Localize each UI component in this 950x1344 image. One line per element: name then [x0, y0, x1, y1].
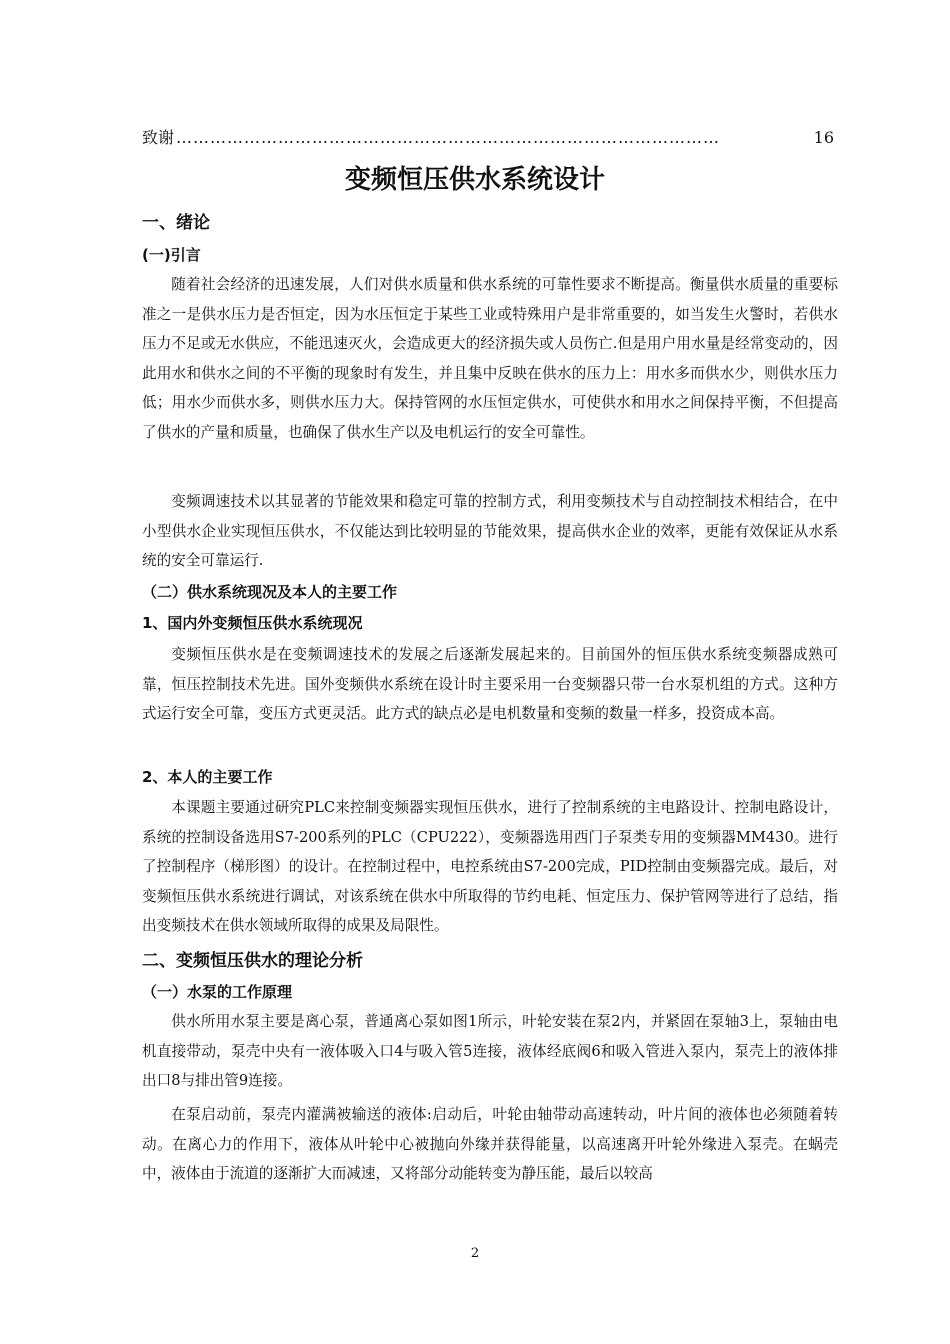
section-heading-theory: 二、变频恒压供水的理论分析: [142, 951, 363, 971]
toc-page-number: 16: [813, 128, 834, 147]
paragraph-1: 随着社会经济的迅速发展，人们对供水质量和供水系统的可靠性要求不断提高。衡量供水质量的重要标准之一是供水压力是否恒定，因为水压恒定于某些工业或特殊用户是非常重要的，如当发生火警时，若供水压力不足或无水供应，不能迅速灭火，会造成更大的经济损失或人员伤亡.但是用户用水量是经常变动的，因此用水和供水之间的不平衡的现象时有发生，并且集中反映在供水的压力上：用水多而供水少，则供水压力低；用水少而供水多，则供水压力大。保持管网的水压恒定供水，可使供水和用水之间保持平衡，不但提高了供水的产量和质量，也确保了供水生产以及电机运行的安全可靠性。: [142, 276, 838, 441]
subsection-heading-pump-principle: （一）水泵的工作原理: [142, 983, 293, 1001]
toc-entry: [142, 125, 834, 151]
paragraph-3: 变频恒压供水是在变频调速技术的发展之后逐渐发展起来的。目前国外的恒压供水系统变频器成熟可靠，恒压控制技术先进。国外变频供水系统在设计时主要采用一台变频器只带一台水泵机组的方式。这种方式运行安全可靠，变压方式更灵活。此方式的缺点必是电机数量和变频的数量一样多，投资成本高。: [142, 646, 838, 722]
section-heading-intro: 一、绪论: [142, 213, 210, 233]
subsubsection-heading-my-work: 2、本人的主要工作: [142, 768, 273, 786]
paragraph-6: 在泵启动前，泵壳内灌满被输送的液体:启动后，叶轮由轴带动高速转动，叶片间的液体也必须随着转动。在离心力的作用下，液体从叶轮中心被抛向外缘并获得能量，以高速离开叶轮外缘进入泵壳。在蜗壳中，液体由于流道的逐渐扩大而减速，又将部分动能转变为静压能，最后以较高: [142, 1106, 838, 1182]
subsubsection-heading-domestic-foreign: 1、国内外变频恒压供水系统现况: [142, 614, 363, 632]
page-number: 2: [470, 1246, 480, 1261]
toc-leader: ……………………………………………………………………………………: [176, 128, 720, 147]
paragraph-2: 变频调速技术以其显著的节能效果和稳定可靠的控制方式，利用变频技术与自动控制技术相结合，在中小型供水企业实现恒压供水，不仅能达到比较明显的节能效果，提高供水企业的效率，更能有效保证从水系统的安全可靠运行.: [142, 493, 838, 569]
paragraph-4: 本课题主要通过研究PLC来控制变频器实现恒压供水，进行了控制系统的主电路设计、控制电路设计，系统的控制设备选用S7-200系列的PLC（CPU222），变频器选用西门子泵类专用的变频器MM430。进行了控制程序（梯形图）的设计。在控制过程中，电控系统由S7-200完成，PID控制由变频器完成。最后，对变频恒压供水系统进行调试，对该系统在供水中所取得的节约电耗、恒定压力、保护管网等进行了总结，指出变频技术在供水领域所取得的成果及局限性。: [142, 799, 838, 934]
toc-label: 致谢: [142, 128, 175, 147]
subsection-heading-status: （二）供水系统现况及本人的主要工作: [142, 583, 398, 601]
subsection-heading-preface: (一)引言: [142, 246, 201, 264]
document-title: 变频恒压供水系统设计: [344, 165, 605, 195]
paragraph-5: 供水所用水泵主要是离心泵，普通离心泵如图1所示，叶轮安装在泵2内，并紧固在泵轴3上，泵轴由电机直接带动，泵壳中央有一液体吸入口4与吸入管5连接，液体经底阀6和吸入管进入泵内，泵壳上的液体排出口8与排出管9连接。: [142, 1013, 838, 1089]
